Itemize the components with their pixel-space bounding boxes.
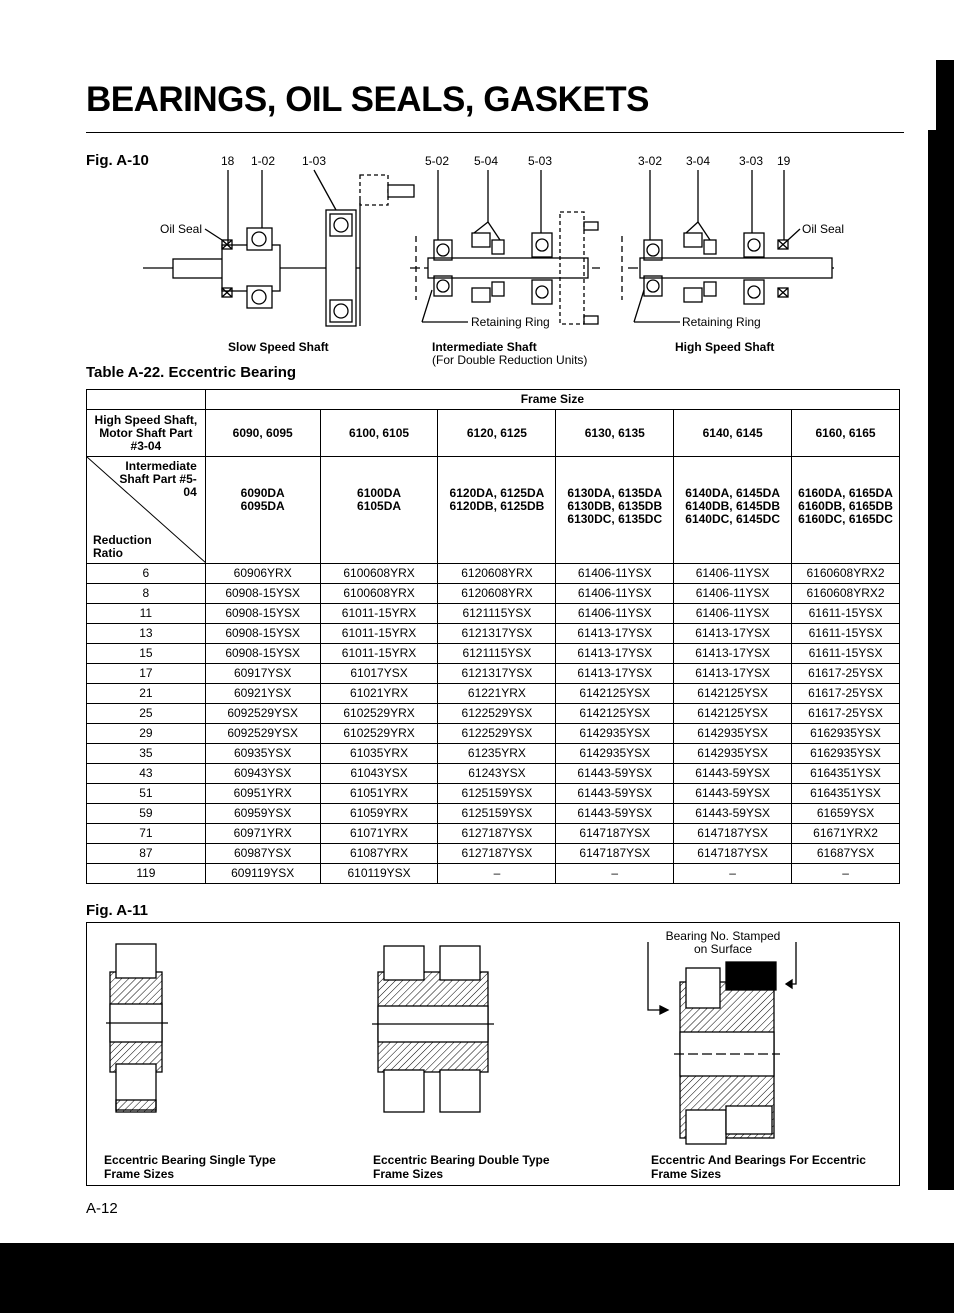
part-number-cell: 6142935YSX — [556, 724, 674, 744]
part-number-cell: 61611-15YSX — [792, 644, 900, 664]
fig-a11-drawing — [86, 922, 900, 1152]
part-number-cell: 61687YSX — [792, 844, 900, 864]
caption-double-type: Eccentric Bearing Double Type Frame Sizes — [373, 1153, 550, 1181]
part-number-cell: 6142125YSX — [556, 684, 674, 704]
part-number-cell: 61406-11YSX — [674, 584, 792, 604]
reduction-ratio-cell: 29 — [87, 724, 206, 744]
part-number-cell: 61051YRX — [320, 784, 438, 804]
part-number-cell: 609119YSX — [205, 864, 320, 884]
part-number-cell: 60959YSX — [205, 804, 320, 824]
reduction-ratio-cell: 59 — [87, 804, 206, 824]
table-title: Table A-22. Eccentric Bearing — [86, 364, 297, 381]
part-number-cell: 61243YSX — [438, 764, 556, 784]
frame-size-header: Frame Size — [205, 390, 899, 410]
part-number-cell: 61221YRX — [438, 684, 556, 704]
reduction-ratio-cell: 15 — [87, 644, 206, 664]
part-number-cell: 60908-15YSX — [205, 604, 320, 624]
table-row — [87, 704, 900, 724]
part-number-cell: 6147187YSX — [556, 824, 674, 844]
table-row — [87, 664, 900, 684]
part-number-cell: 6102529YRX — [320, 724, 438, 744]
part-number-cell: 61413-17YSX — [674, 644, 792, 664]
part-number-cell: 60951YRX — [205, 784, 320, 804]
caption-eccentric-bearings: Eccentric And Bearings For Eccentric Frame Sizes — [651, 1153, 866, 1181]
part-number-cell: 6160608YRX2 — [792, 584, 900, 604]
part-number-cell: 61406-11YSX — [674, 564, 792, 584]
slow-speed-caption: Slow Speed Shaft — [228, 340, 329, 354]
part-number-cell: 60971YRX — [205, 824, 320, 844]
callout-1-02: 1-02 — [251, 154, 276, 168]
part-number-cell: 6162935YSX — [792, 744, 900, 764]
part-number-cell: 6122529YSX — [438, 704, 556, 724]
part-number-cell: 61413-17YSX — [674, 664, 792, 684]
part-number-cell: 61406-11YSX — [556, 604, 674, 624]
part-number-cell: 60917YSX — [205, 664, 320, 684]
reduction-ratio-cell: 13 — [87, 624, 206, 644]
table-row — [87, 804, 900, 824]
oil-seal-label-right: Oil Seal — [802, 222, 845, 236]
frame-size-col: 6160, 6165 — [792, 410, 900, 457]
callout-19: 19 — [777, 154, 791, 168]
part-number-cell: – — [556, 864, 674, 884]
frame-size-col: 6130, 6135 — [556, 410, 674, 457]
table-row — [87, 584, 900, 604]
part-number-cell: 61617-25YSX — [792, 684, 900, 704]
reduction-ratio-cell: 8 — [87, 584, 206, 604]
part-number-cell: 61011-15YRX — [320, 604, 438, 624]
part-number-cell: 61406-11YSX — [556, 584, 674, 604]
part-number-cell: 6142935YSX — [674, 744, 792, 764]
intermediate-shaft-header: Intermediate Shaft Part #5-04 — [119, 459, 197, 499]
part-number-cell: 61443-59YSX — [674, 804, 792, 824]
part-number-cell: 61043YSX — [320, 764, 438, 784]
part-number-cell: 6100608YRX — [320, 564, 438, 584]
table-row — [87, 824, 900, 844]
high-speed-caption: High Speed Shaft — [675, 340, 775, 354]
part-number-cell: 61011-15YRX — [320, 644, 438, 664]
table-row — [87, 764, 900, 784]
part-number-cell: 6121115YSX — [438, 604, 556, 624]
part-number-cell: 6147187YSX — [674, 844, 792, 864]
scan-edge-right — [928, 130, 954, 1190]
part-number-cell: 60943YSX — [205, 764, 320, 784]
frame-size-col: 6100, 6105 — [320, 410, 438, 457]
reduction-ratio-cell: 119 — [87, 864, 206, 884]
intermediate-part-cell: 6130DA, 6135DA 6130DB, 6135DB 6130DC, 6135DC — [556, 457, 674, 564]
part-number-cell: 61617-25YSX — [792, 664, 900, 684]
reduction-ratio-cell: 25 — [87, 704, 206, 724]
callout-5-02: 5-02 — [425, 154, 450, 168]
part-number-cell: 61413-17YSX — [556, 624, 674, 644]
part-number-cell: 60906YRX — [205, 564, 320, 584]
part-number-cell: 6092529YSX — [205, 724, 320, 744]
scan-edge-top-right — [936, 60, 954, 132]
part-number-cell: 6125159YSX — [438, 804, 556, 824]
part-number-cell: 61443-59YSX — [556, 764, 674, 784]
reduction-ratio-cell: 71 — [87, 824, 206, 844]
intermediate-part-cell: 6100DA 6105DA — [320, 457, 438, 564]
frame-size-col: 6120, 6125 — [438, 410, 556, 457]
part-number-cell: 6100608YRX — [320, 584, 438, 604]
part-number-cell: 6160608YRX2 — [792, 564, 900, 584]
table-row — [87, 844, 900, 864]
fig-a10-drawing — [0, 0, 954, 370]
part-number-cell: – — [674, 864, 792, 884]
intermediate-part-cell: 6090DA 6095DA — [205, 457, 320, 564]
intermediate-subcaption: (For Double Reduction Units) — [432, 353, 588, 367]
bearing-stamp-note: Bearing No. Stamped on Surface — [660, 930, 786, 956]
table-row — [87, 604, 900, 624]
part-number-cell: 6102529YRX — [320, 704, 438, 724]
part-number-cell: 610119YSX — [320, 864, 438, 884]
part-number-cell: 61611-15YSX — [792, 624, 900, 644]
part-number-cell: 61413-17YSX — [556, 664, 674, 684]
part-number-cell: 61611-15YSX — [792, 604, 900, 624]
part-number-cell: 6147187YSX — [674, 824, 792, 844]
high-speed-shaft-header: High Speed Shaft, Motor Shaft Part #3-04 — [87, 410, 206, 457]
diagonal-header-cell — [87, 457, 206, 564]
table-row — [87, 644, 900, 664]
part-number-cell: 6142935YSX — [674, 724, 792, 744]
reduction-ratio-cell: 17 — [87, 664, 206, 684]
callout-3-04: 3-04 — [686, 154, 711, 168]
part-number-cell: – — [792, 864, 900, 884]
part-number-cell: 61413-17YSX — [556, 644, 674, 664]
part-number-cell: – — [438, 864, 556, 884]
reduction-ratio-header: Reduction Ratio — [93, 533, 152, 560]
part-number-cell: 6120608YRX — [438, 584, 556, 604]
part-number-cell: 60921YSX — [205, 684, 320, 704]
table-row — [87, 744, 900, 764]
part-number-cell: 6120608YRX — [438, 564, 556, 584]
callout-3-03: 3-03 — [739, 154, 764, 168]
part-number-cell: 6122529YSX — [438, 724, 556, 744]
part-number-cell: 61235YRX — [438, 744, 556, 764]
part-number-cell: 6121115YSX — [438, 644, 556, 664]
table-row — [87, 724, 900, 744]
part-number-cell: 6092529YSX — [205, 704, 320, 724]
fig-a11-label: Fig. A-11 — [86, 902, 148, 919]
part-number-cell: 6164351YSX — [792, 764, 900, 784]
part-number-cell: 61443-59YSX — [556, 804, 674, 824]
part-number-cell: 61443-59YSX — [674, 784, 792, 804]
part-number-cell: 6127187YSX — [438, 824, 556, 844]
part-number-cell: 61443-59YSX — [674, 764, 792, 784]
part-number-cell: 61406-11YSX — [674, 604, 792, 624]
part-number-cell: 61035YRX — [320, 744, 438, 764]
page-number: A-12 — [86, 1200, 118, 1217]
oil-seal-label-left: Oil Seal — [160, 222, 203, 236]
part-number-cell: 61071YRX — [320, 824, 438, 844]
part-number-cell: 61413-17YSX — [674, 624, 792, 644]
reduction-ratio-cell: 43 — [87, 764, 206, 784]
part-number-cell: 60908-15YSX — [205, 644, 320, 664]
scan-edge-bottom — [0, 1243, 954, 1313]
caption-single-type: Eccentric Bearing Single Type Frame Sizes — [104, 1153, 276, 1181]
retaining-ring-label-mid: Retaining Ring — [471, 315, 550, 329]
part-number-cell: 60987YSX — [205, 844, 320, 864]
callout-18: 18 — [221, 154, 235, 168]
callout-5-04: 5-04 — [474, 154, 499, 168]
intermediate-caption: Intermediate Shaft — [432, 340, 537, 354]
callout-5-03: 5-03 — [528, 154, 553, 168]
table-row — [87, 624, 900, 644]
intermediate-part-cell: 6120DA, 6125DA 6120DB, 6125DB — [438, 457, 556, 564]
fig-a10-label: Fig. A-10 — [86, 152, 149, 169]
part-number-cell: 6127187YSX — [438, 844, 556, 864]
part-number-cell: 61671YRX2 — [792, 824, 900, 844]
eccentric-bearing-table — [86, 389, 900, 884]
part-number-cell: 61059YRX — [320, 804, 438, 824]
frame-size-col: 6140, 6145 — [674, 410, 792, 457]
part-number-cell: 6142935YSX — [556, 744, 674, 764]
part-number-cell: 61659YSX — [792, 804, 900, 824]
part-number-cell: 6164351YSX — [792, 784, 900, 804]
table-row — [87, 784, 900, 804]
frame-size-col: 6090, 6095 — [205, 410, 320, 457]
part-number-cell: 61443-59YSX — [556, 784, 674, 804]
part-number-cell: 60908-15YSX — [205, 584, 320, 604]
part-number-cell: 6142125YSX — [674, 704, 792, 724]
intermediate-part-cell: 6140DA, 6145DA 6140DB, 6145DB 6140DC, 6145DC — [674, 457, 792, 564]
part-number-cell: 61011-15YRX — [320, 624, 438, 644]
part-number-cell: 61087YRX — [320, 844, 438, 864]
part-number-cell: 6162935YSX — [792, 724, 900, 744]
retaining-ring-label-high: Retaining Ring — [682, 315, 761, 329]
part-number-cell: 60935YSX — [205, 744, 320, 764]
part-number-cell: 6121317YSX — [438, 624, 556, 644]
table-row — [87, 864, 900, 884]
part-number-cell: 6121317YSX — [438, 664, 556, 684]
part-number-cell: 6142125YSX — [674, 684, 792, 704]
callout-1-03: 1-03 — [302, 154, 327, 168]
reduction-ratio-cell: 35 — [87, 744, 206, 764]
reduction-ratio-cell: 6 — [87, 564, 206, 584]
part-number-cell: 61617-25YSX — [792, 704, 900, 724]
reduction-ratio-cell: 11 — [87, 604, 206, 624]
intermediate-part-cell: 6160DA, 6165DA 6160DB, 6165DB 6160DC, 6165DC — [792, 457, 900, 564]
part-number-cell: 60908-15YSX — [205, 624, 320, 644]
reduction-ratio-cell: 21 — [87, 684, 206, 704]
reduction-ratio-cell: 87 — [87, 844, 206, 864]
part-number-cell: 61406-11YSX — [556, 564, 674, 584]
callout-3-02: 3-02 — [638, 154, 663, 168]
page-title: BEARINGS, OIL SEALS, GASKETS — [86, 80, 649, 119]
table-row — [87, 684, 900, 704]
part-number-cell: 6147187YSX — [556, 844, 674, 864]
part-number-cell: 6142125YSX — [556, 704, 674, 724]
table-row — [87, 564, 900, 584]
reduction-ratio-cell: 51 — [87, 784, 206, 804]
part-number-cell: 61021YRX — [320, 684, 438, 704]
part-number-cell: 61017YSX — [320, 664, 438, 684]
part-number-cell: 6125159YSX — [438, 784, 556, 804]
